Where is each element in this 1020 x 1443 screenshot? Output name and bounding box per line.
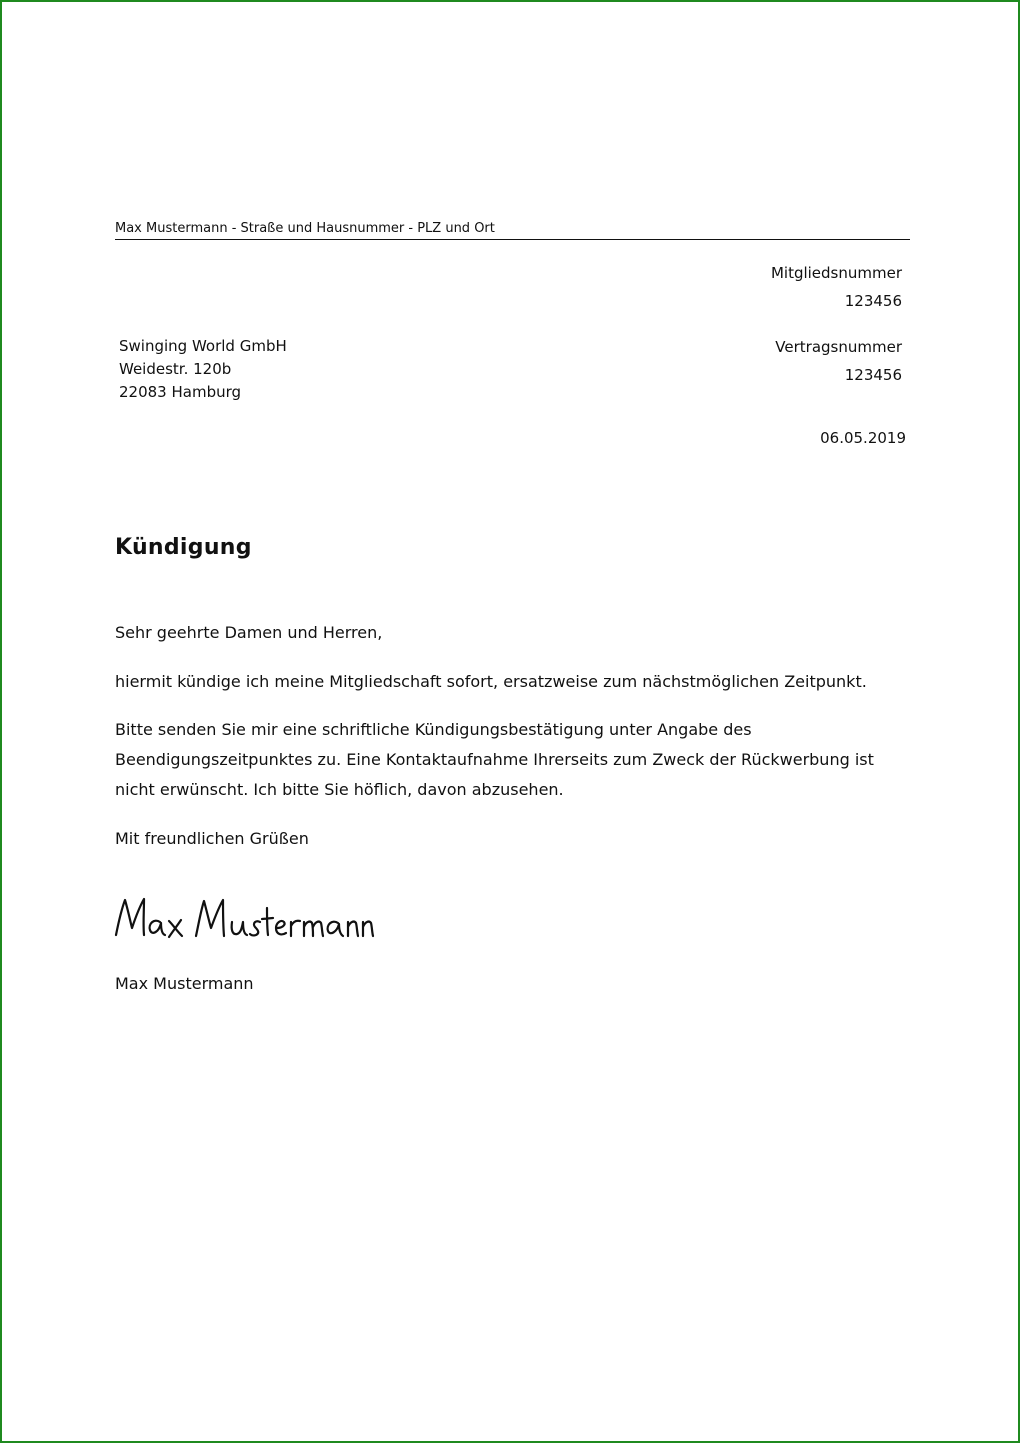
handwritten-signature	[110, 890, 400, 956]
closing: Mit freundlichen Grüßen	[115, 829, 309, 848]
member-number-label: Mitgliedsnummer	[770, 264, 902, 282]
letter-date: 06.05.2019	[820, 429, 906, 447]
salutation: Sehr geehrte Damen und Herren,	[115, 623, 383, 642]
member-number-value: 123456	[844, 292, 902, 310]
recipient-address	[119, 335, 287, 404]
sender-address-line: Max Mustermann - Straße und Hausnummer - PLZ und Ort	[115, 221, 910, 240]
recipient-city: 22083 Hamburg	[119, 383, 242, 401]
contract-number-label: Vertragsnummer	[775, 338, 902, 356]
body-paragraph-1: hiermit kündige ich meine Mitgliedschaft sofort, ersatzweise zum nächstmöglichen Zeitpunkt.	[115, 672, 867, 691]
contract-number-value: 123456	[844, 366, 902, 384]
letter-subject: Kündigung	[115, 535, 252, 560]
typed-signatory-name: Max Mustermann	[115, 974, 254, 993]
body-paragraph-2: Bitte senden Sie mir eine schriftliche Kündigungsbestätigung unter Angabe des Beendigungszeitpunktes zu. Eine Kontaktaufnahme Ihrerseits zum Zweck der Rückwerbung ist nicht erwünscht. Ich bitte Sie höflich, davon abzusehen.	[115, 720, 874, 799]
recipient-company: Swinging World GmbH	[119, 337, 287, 355]
recipient-street: Weidestr. 120b	[119, 360, 232, 378]
